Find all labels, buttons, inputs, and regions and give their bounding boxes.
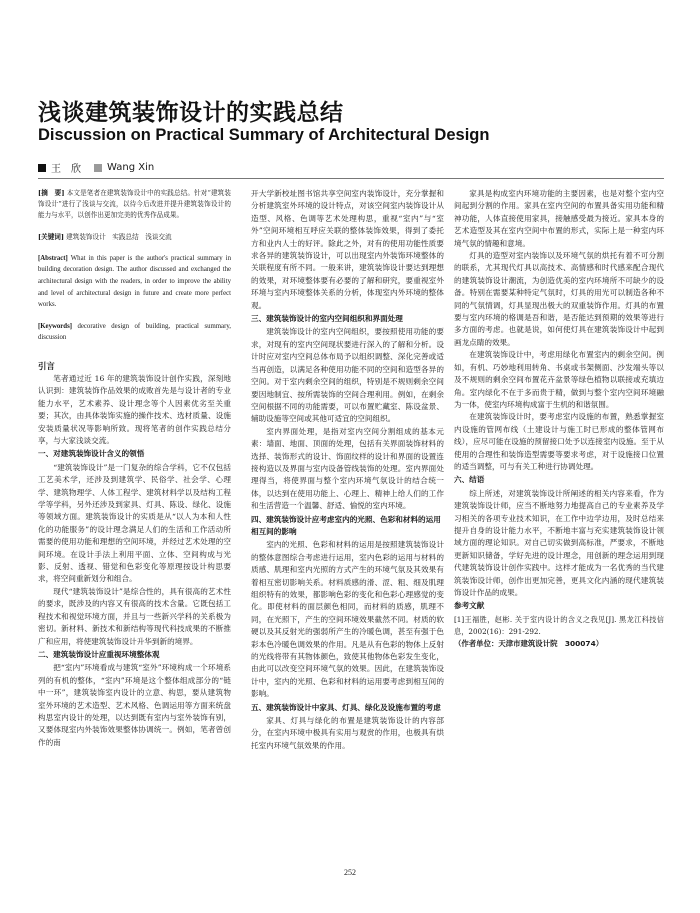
section-heading-2: 二、建筑装饰设计应重视环境整体观 (38, 649, 160, 659)
author-affiliation: （作者单位：天津市建筑设计院 300074） (454, 638, 604, 648)
paragraph: 室内的光照、色彩和材料的运用是按照建筑装饰设计的整体意图综合考虑进行运用，室内色彩的运用与材料的质感、肌理和室内光照的方式产生的环境气氛及其效果有着相互密切影响关系。材料质感的滑、涩、粗、细及肌理组织特有的效果，都影响色彩的变化和色彩心理感觉的变化。即使材料的面层颜色相同，而材料的质感，肌理不同，在光照下，产生的空间环境效果截然不同。材质的软硬以及其反射光的强弱所产生的冷暖色调，甚至有强于色彩本色冷暖色调效果的作用。凡是从有色彩的物体上反射的光线将带有其物体颜色，致使其他物体色彩发生变化，由此可以改变空间环境气氛的效果。因此，在建筑装饰设计中，室内的光照、色彩和材料的运用要考虑到相互间的影响。 (251, 540, 444, 699)
title-divider (38, 178, 664, 179)
abstract-label: [摘 要] (38, 189, 65, 197)
article-title-cn: 浅谈建筑装饰设计的实践总结 (38, 100, 344, 126)
paragraph: 现代“建筑装饰设计”是综合性的，具有很高的艺术性的要求，既涉及的内容又有很高的技术含量。它既包括工程技术和视觉环境方面，并且与一些新兴学科的关系极为密切。新材料、新技术和新结构等现代科技成果的不断推广和应用，将使建筑装饰设计升华到新的境界。 (38, 586, 231, 646)
paragraph: 室内界面处理，是指对室内空间分割组成的基本元素：墙面、地面、顶面的处理，包括有关界面装饰材料的选择、装饰形式的设计、饰面纹样的设计和界面的设置连接构造以及界面与室内设备管线装饰的处理。室内界面处理得当，将使界面与整个室内环境气氛设计的结合统一体，以达到在使用功能上、心理上、精神上给人们的工作和生活营造一个温馨、舒适、愉悦的室内环境。 (251, 426, 444, 511)
keywords-en-text: decorative design of building, practical summary, discussion (38, 322, 231, 342)
reference-item: [1]王福胜，赵彬. 关于室内设计的含义之我见[J]. 黑龙江科技信息，2002(16)：291-292. (454, 614, 664, 636)
author-name-en: Wang Xin (107, 162, 155, 173)
abstract-cn (38, 188, 231, 222)
keywords-cn (38, 232, 231, 243)
paragraph: “建筑装饰设计”是一门复杂的综合学科，它不仅包括工艺美术学，还涉及到建筑学、民俗学、社会学、心理学、建筑物理学、人体工程学、建筑材料学以及结构工程学等学科，另外还涉及到家具、灯具、陈设、绿化、设施等领域方面。建筑装饰设计的实质是从“以人为本和人性化的功能服务”的设计理念满足人们的生活和工作活动所需要的使用功能和理想的空间环境，并经过艺术处理的空间环境。在设计手法上利用平面、立体、空间构成与光影、反射、透视、错觉和色彩变化等原理按设计构思要求，将空间重新划分和组合。 (38, 462, 231, 584)
keywords-label: [关键词] (38, 232, 65, 241)
paragraph: 把“室内”环境看成与建筑“室外”环境构成一个环境系列的有机的整体，“室内”环境是这个整体组成部分的“链中一环”，建筑装饰室内设计的立意、构思，要从建筑物室外环境的艺术造型、艺术风格、色调运用等方面来统盘构思室内设计的处理，以达到既有室内与室外装饰有别，又要体现室内外装饰效果整体协调统一。例如，笔者曾创作的南 (38, 663, 231, 747)
abstract-en-text: What in this paper is the author's practical summary in building decoration design. The author discussed and exchanged the architectural design with the readers, in order to improve the ability and level of architectural design in future and create more perfect works. (38, 254, 232, 309)
paragraph: 综上所述，对建筑装饰设计所阐述的相关内容来看，作为建筑装饰设计师，应当不断地努力地提高自己的专业素养及学习相关的各项专业技术知识，在工作中边学边用，及时总结来提升自身的设计能力水平，不断地丰富与充实建筑装饰设计领域方面的理论知识。对自己切实做到高标准，严要求，不断地更新知识储备，学好先进的设计理念，用创新的理念运用到现代建筑装饰设计创作实践中。这样才能成为一名优秀的当代建筑装饰设计师，创作出更加完善，更具文化内涵的现代建筑装饰设计作品的成果。 (454, 488, 664, 597)
paragraph: 家具、灯具与绿化的布置是建筑装饰设计的内容部分，在室内环境中极具有实用与观赏的作用，也极具有烘托室内环境气氛效果的作用。 (251, 716, 444, 750)
paragraph: 笔者通过近 16 年的建筑装饰设计创作实践，深刻地认识到：建筑装饰作品效果的成败首先是与设计者的专业能力水平，艺术素养、设计理念等个人因素优劣至关重要；其次，由具体装饰实施的操作技术、选材质量、设施安装质量状况等影响所致。现将笔者的创作实践总结分享，与大家浅谈交流。 (38, 373, 231, 445)
column-right (454, 188, 664, 650)
author-name-cn: 王 欣 (51, 164, 81, 175)
abstract-en (38, 253, 231, 311)
section-heading-1: 一、对建筑装饰设计含义的领悟 (38, 449, 145, 459)
paragraph: 开大学新校址图书馆共享空间室内装饰设计，充分掌握和分析建筑室外环境的设计特点，对该空间室内装饰设计从造型、风格、色调等艺术处理构思，重视“室内”与“室外”空间环境相互呼应关联的整体装饰效果，得到了委托方和业内人士的好评。除此之外，对有的使用功能性质要求各异的建筑装饰设计，可以出现室内外装饰环境整体的关联程度有所不同。一般来讲，建筑装饰设计要达到理想的效果，对环境整体要有必要的了解和研究，要重视室外环境与室内环境整体关系的分析，体现室内外环境的整体观。 (251, 189, 444, 310)
section-heading-intro: 引言 (38, 360, 55, 371)
paragraph: 家具是构成室内环境功能的主要因素，也是对整个室内空间起到分割的作用。家具在室内空间的布置具备实用功能和精神功能，人体直接使用家具，接触感受最为接近。家具本身的艺术造型及其在室内空间中布置的形式，实际上是一种室内环境气氛的情趣和意境。 (454, 189, 664, 248)
keywords-en-label: [Keywords] (38, 322, 72, 330)
page-number: 252 (344, 868, 356, 877)
keywords-text: 建筑装饰设计 实践总结 浅谈交流 (66, 232, 172, 241)
paragraph: 灯具的造型对室内装饰以及环境气氛的烘托有着不可分割的联系，尤其现代灯具以高技术、高情感和时代感来配合现代的建筑装饰设计潮流，为创造优美的室内环境所不可缺少的设备。特别在需要某种特定气氛时，灯具的用光可以制造各种不同的气氛情调，灯具显现出极大的双重装饰作用。灯具的布置要与室内环境的格调是吾和谐，是否能达到预期的效果等进行多方面的考虑。也就是说，如何使灯具在建筑装饰设计中起到画龙点睛的效果。 (454, 251, 664, 347)
abstract-en-label: [Abstract] (38, 254, 68, 262)
square-bullet-icon (94, 164, 102, 172)
keywords-en (38, 321, 231, 344)
section-heading-4: 四、建筑装饰设计应考虑室内的光照、色彩和材料的运用相互间的影响 (251, 514, 441, 536)
paragraph: 在建筑装饰设计时，要考虑室内设施的布置，熟悉掌握室内设施的管网布线（土建设计与施工时已形成的整体管网布线），应尽可能在设施的预留接口处予以连接室内设施。至于从使用的合理性和装饰造型需要等要求考虑，对于设施接口位置的适当调整，可与有关工种进行协调处理。 (454, 412, 664, 471)
square-bullet-icon (38, 164, 46, 172)
section-heading-5: 五、建筑装饰设计中家具、灯具、绿化及设施布置的考虑 (251, 702, 441, 712)
author-line (38, 160, 154, 175)
column-middle (251, 188, 444, 752)
abstract-text: 本文是笔者在建筑装饰设计中的实践总结。针对“建筑装饰设计”进行了浅谈与交流，以待今后改进并提升建筑装饰设计的能力与水平，以创作出更加完美的优秀作品成果。 (38, 189, 231, 220)
article-title-en: Discussion on Practical Summary of Architectural Design (38, 126, 490, 144)
section-heading-6: 六、结语 (454, 475, 485, 485)
paragraph: 在建筑装饰设计中，考虑用绿化布置室内的剩余空间。例如，有机、巧妙地利用转角、书桌或书架侧面、沙发端头等以及不规则的剩余空间布置花卉盆景等绿色植物以联接或充填边角。室内绿化不在于多而贵于精，做到与整个室内空间环境融为一体，使室内环境构成富于生机的和谐氛围。 (454, 350, 664, 409)
section-heading-3: 三、建筑装饰设计的室内空间组织和界面处理 (251, 314, 403, 324)
references-heading: 参考文献 (454, 601, 485, 611)
paragraph: 建筑装饰设计的室内空间组织，要按照使用功能的要求，对现有的室内空间现状要进行深入的了解和分析。设计时应对室内空间总体布局予以组织调整、深化完善或适当再创造，以满足各种使用功能不同的空间和造型各异的空间。对于室内剩余空间的组织，特别是不规则剩余空间要因地制宜、按所需装饰的空间合理利用。例如，在剩余空间根据不同的功能需要，可以布置贮藏室、陈设盆景、辅助设施等空间或其他可适宜的空间组织。 (251, 327, 444, 424)
column-left (38, 188, 231, 749)
